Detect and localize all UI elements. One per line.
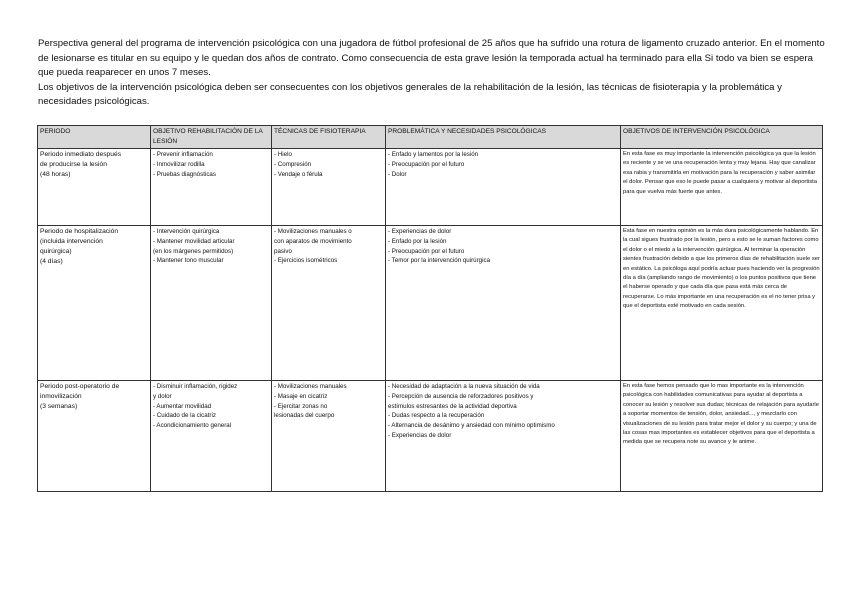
cell-line: - Movilizaciones manuales [274, 383, 347, 390]
cell-line: - Intervención quirúrgica [153, 228, 220, 235]
cell-line: - Mantener movilidad articular [153, 237, 235, 245]
cell-line: - Cuidado de la cicatriz [153, 412, 216, 420]
cell-line: - Aumentar movilidad [153, 402, 212, 410]
cell-line: y dolor [153, 392, 172, 400]
cell-line: - Vendaje o férula [274, 170, 323, 178]
header-physio-techniques: TÉCNICAS DE FISIOTERAPIA [272, 126, 386, 149]
cell-line: - Hielo [274, 151, 292, 158]
cell-line: - Disminuir inflamación, rigidez [153, 383, 238, 390]
table-row [38, 381, 823, 492]
header-rehab-objective: OBJETIVO REHABILITACIÓN DE LA LESIÓN [151, 126, 272, 149]
intro-text [38, 37, 828, 110]
table-row [38, 226, 823, 381]
table-row [38, 149, 823, 226]
cell-line: - Mantener tono muscular [153, 257, 224, 265]
cell-line: - Preocupación por el futuro [388, 247, 465, 255]
cell-line: - Ejercitar zonas no [274, 402, 328, 410]
cell-paragraph: En esta fase hemos pensado que lo mas importante es la intervención psicológica con habilidades comunicativas para ayudar al deportista a conocer su lesión y resolver sus dudas; técnicas de relajación para ayudarle a soportar momentos de tensión, dolor, ansiedad..., y mezclarlo con visualizaciones de su lesión para tratar mejor el dolor y su cuerpo; y una de las cosas mas importantes es establecer objetivos para que el deportista a medida que se recupera note su avance y le anime. [623, 383, 819, 446]
cell-line: de producirse la lesión [40, 161, 107, 168]
cell-line: (4 días) [40, 258, 63, 265]
period-cell [38, 381, 151, 492]
objectives-cell [621, 226, 823, 381]
cell-line: estímulos estresantes de la actividad deportiva [388, 402, 517, 410]
period-cell [38, 149, 151, 226]
intervention-table [37, 125, 823, 492]
cell-line: lesionadas del cuerpo [274, 412, 335, 420]
header-psych-problems: PROBLEMÁTICA Y NECESIDADES PSICOLÓGICAS [386, 126, 621, 149]
cell-line: - Dolor [388, 170, 407, 178]
cell-line: - Experiencias de dolor [388, 228, 452, 235]
intro-paragraph-2: Los objetivos de la intervención psicológica deben ser consecuentes con los objetivos generales de la rehabilitación de la lesión, las técnicas de fisioterapia y la problemática y necesidades psicológicas. [38, 81, 782, 108]
cell-line: - Enfado por la lesión [388, 237, 447, 245]
intro-paragraph-1: Perspectiva general del programa de intervención psicológica con una jugadora de fútbol profesional de 25 años que ha sufrido una rotura de ligamento cruzado anterior. En el momento de lesionarse es titular en su equipo y le quedan dos años de contrato. Como consecuencia de esta grave lesión la temporada actual ha terminado para ella Si todo va bien se espera que pueda reaparecer en unos 7 meses. [38, 38, 825, 79]
cell-line: - Movilizaciones manuales o [274, 228, 352, 235]
cell-line: (3 semanas) [40, 403, 78, 410]
cell-line: - Prevenir inflamación [153, 151, 213, 158]
cell-line: - Necesidad de adaptación a la nueva situación de vida [388, 383, 540, 390]
cell-line: - Pruebas diagnósticas [153, 170, 216, 178]
cell-line: Periodo de hospitalización [40, 228, 119, 235]
cell-line: - Dudas respecto a la recuperación [388, 412, 485, 420]
cell-line: (incluida intervención [40, 238, 103, 245]
cell-line: - Compresión [274, 160, 312, 168]
problems-cell [386, 226, 621, 381]
cell-line: - Enfado y lamentos por la lesión [388, 151, 479, 158]
cell-line: - Experiencias de dolor [388, 431, 452, 439]
physio-cell [272, 149, 386, 226]
cell-line: - Alternancia de desánimo y ansiedad con mínimo optimismo [388, 422, 555, 430]
cell-line: - Preocupación por el futuro [388, 160, 465, 168]
cell-line: (48 horas) [40, 171, 71, 178]
rehab-cell [151, 226, 272, 381]
cell-line: inmovilización [40, 393, 82, 400]
objectives-cell [621, 149, 823, 226]
cell-line: - Inmovilizar rodilla [153, 160, 205, 168]
cell-line: Periodo inmediato después [40, 151, 122, 158]
header-period: PERIODO [38, 126, 151, 149]
physio-cell [272, 226, 386, 381]
cell-line: - Percepción de ausencia de reforzadores positivos y [388, 392, 534, 400]
problems-cell [386, 381, 621, 492]
cell-paragraph: En esta fase es muy importante la intervención psicológica ya que la lesión es reciente y se ve una recuperación lenta y muy lejana. Hay que canalizar esa rabia y transmitirla en motivación para la recuperación y saber asimilar el dolor. Pensar que eso le puede pasar a cualquiera y motivar al deportista para que vuelva más fuerte que antes. [623, 151, 817, 195]
rehab-cell [151, 149, 272, 226]
cell-paragraph: Esta fase en nuestra opinión es la más dura psicológicamente hablando. En la cual sigues frustrado por la lesión, pero a esto se le suman factores como el dolor o el miedo a la intervención quirúrgica. Al terminar la operación sientes frustración debido a que los primeros días de rehabilitación suele ser en estático. La psicóloga aquí podría actuar pues haciendo ver la progresión día a día (ampliando rango de movimiento) o los puntos positivos que tiene el haberse operado y que cada día que pasa está más cerca de recuperarse. Lo más importante en una recuperación es el no tener prisa y que el deportista esté motivado en cada sesión. [623, 228, 820, 310]
table-header-row [38, 126, 823, 149]
period-cell [38, 226, 151, 381]
rehab-cell [151, 381, 272, 492]
objectives-cell [621, 381, 823, 492]
problems-cell [386, 149, 621, 226]
cell-line: - Masaje en cicatriz [274, 392, 328, 400]
header-psych-objectives: OBJETIVOS DE INTERVENCIÓN PSICOLÓGICA [621, 126, 823, 149]
physio-cell [272, 381, 386, 492]
cell-line: pasivo [274, 247, 292, 255]
cell-line: - Ejercicios isométricos [274, 257, 338, 265]
cell-line: quirúrgica) [40, 248, 72, 255]
cell-line: con aparatos de movimiento [274, 237, 352, 245]
cell-line: - Temor por la intervención quirúrgica [388, 257, 491, 265]
cell-line: - Acondicionamiento general [153, 422, 232, 430]
cell-line: (en los márgenes permitidos) [153, 247, 234, 255]
cell-line: Periodo post-operatorio de [40, 383, 120, 390]
